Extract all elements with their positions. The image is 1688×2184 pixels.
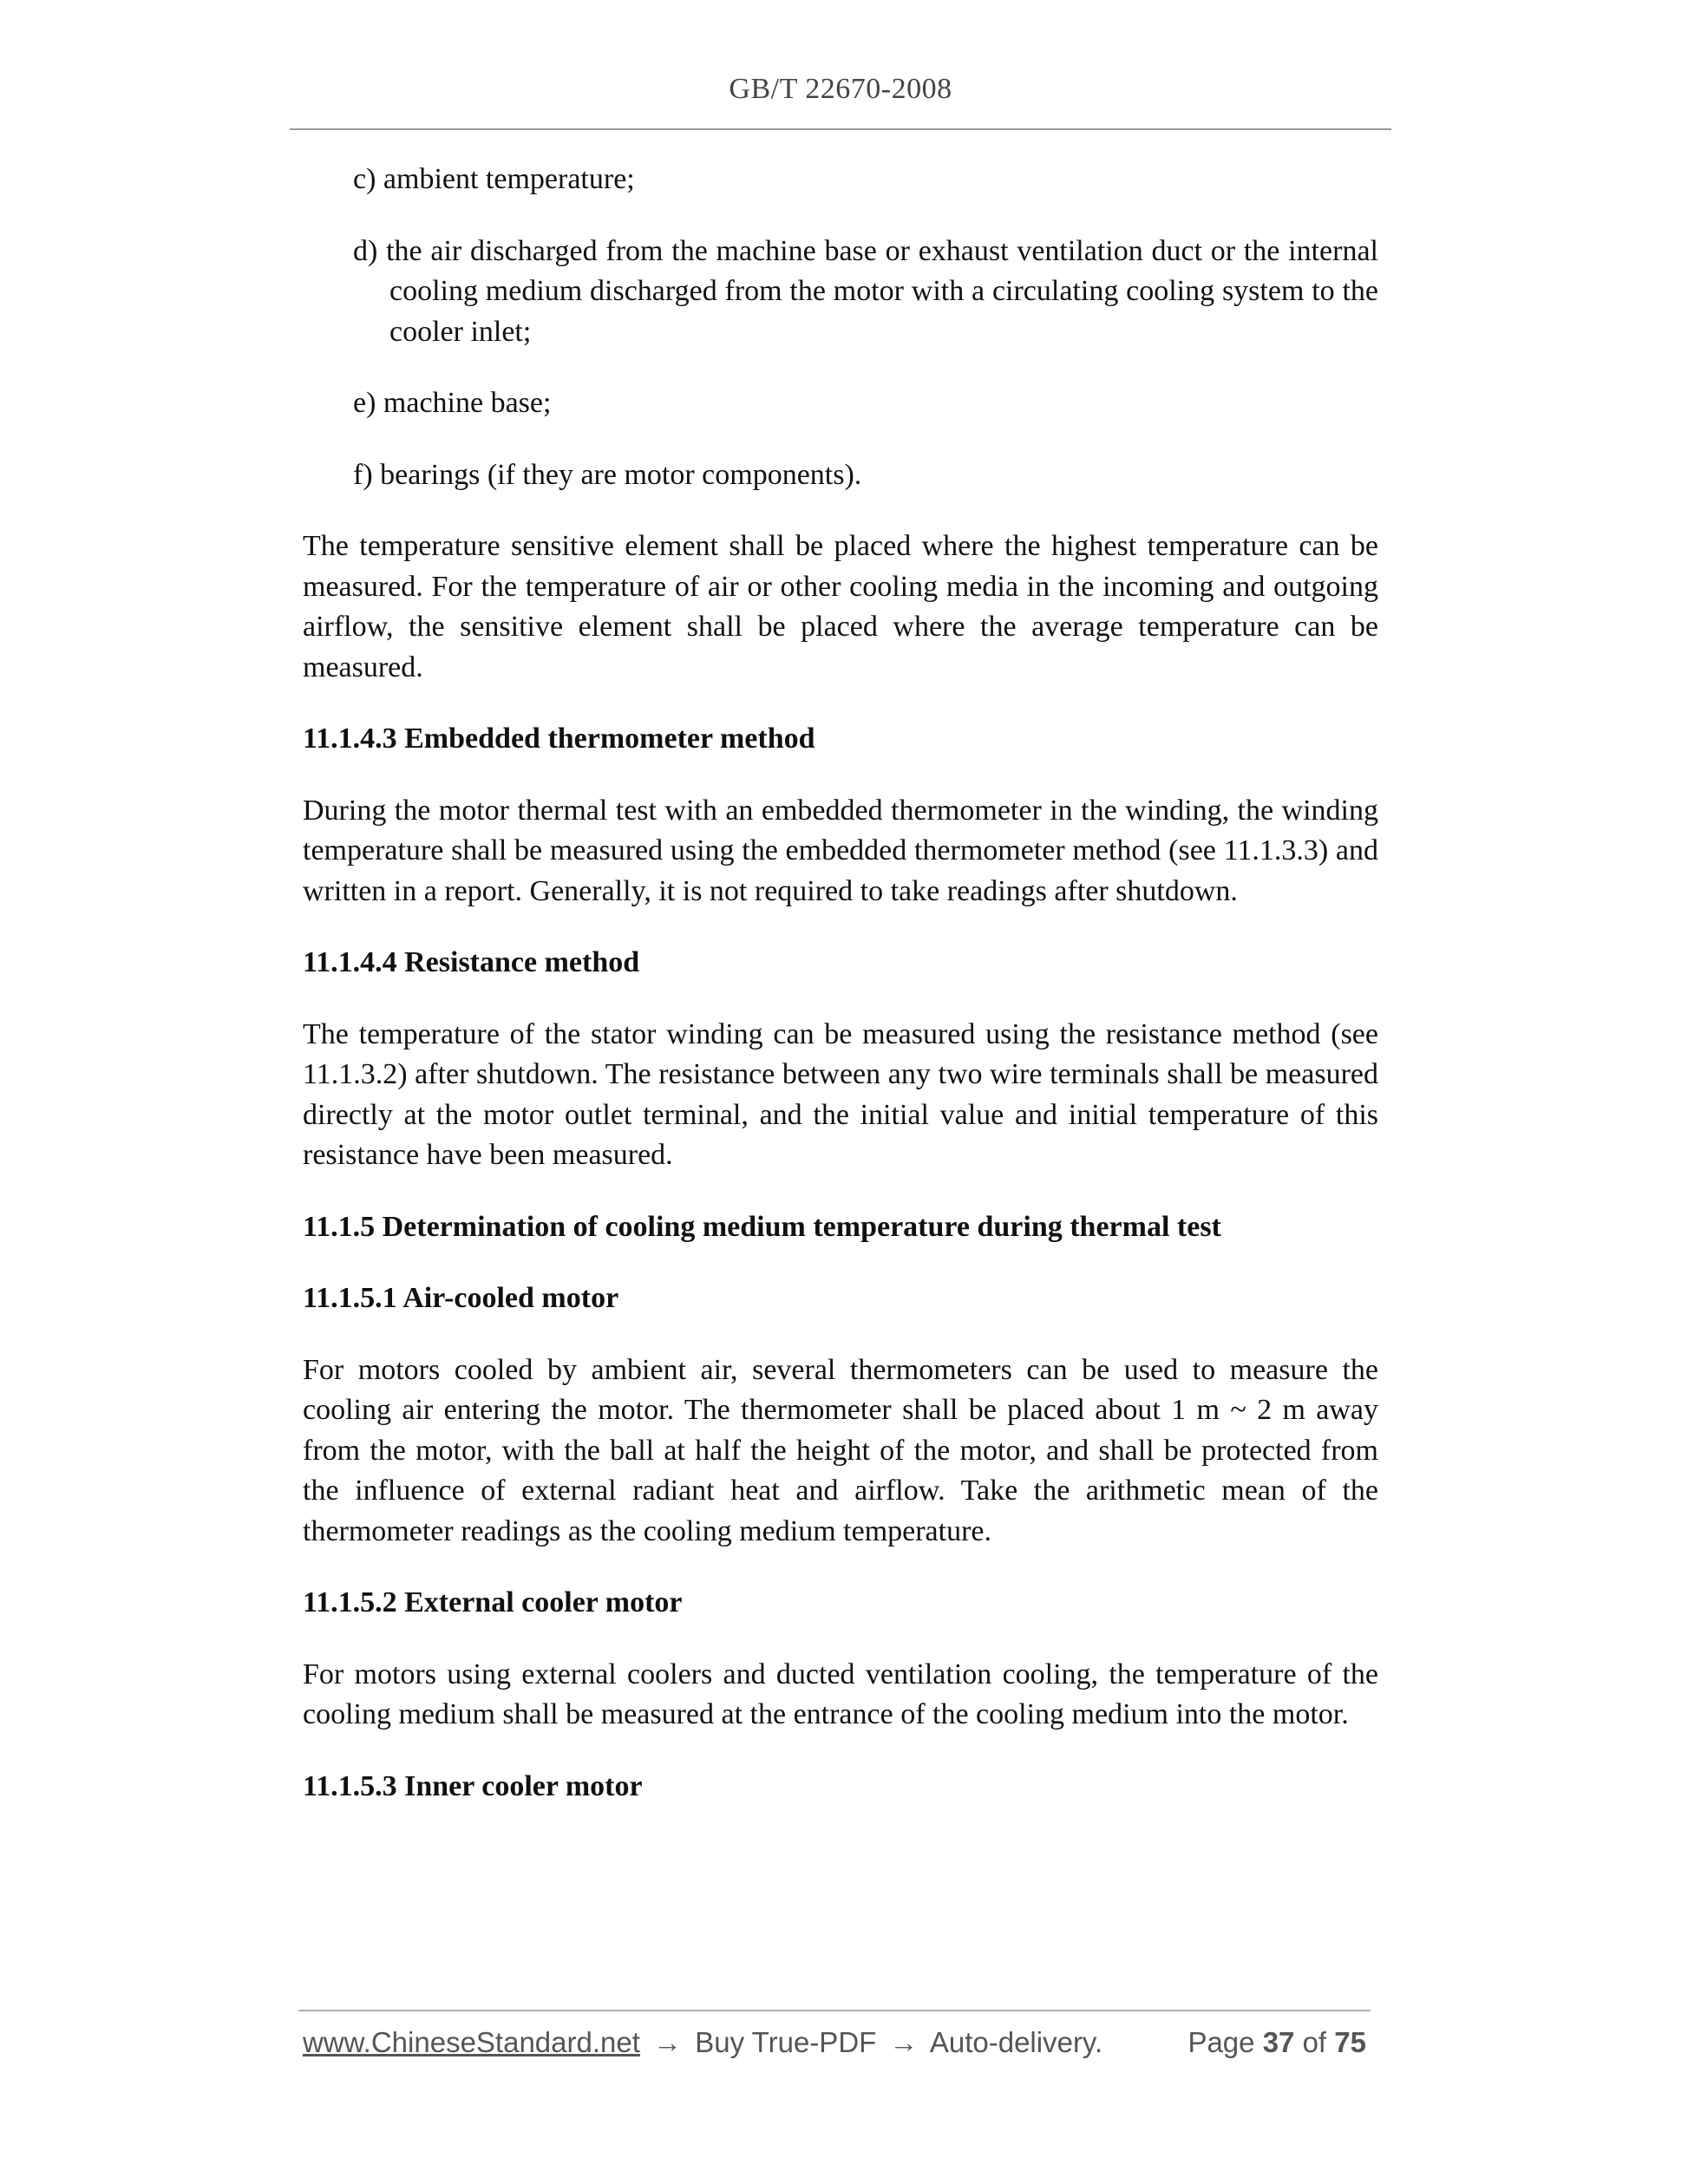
page-total-number: 75 (1334, 2026, 1366, 2058)
buy-true-pdf-text: Buy True-PDF (695, 2026, 877, 2058)
list-item-e: e) machine base; (353, 387, 552, 419)
arrow-right-icon: → (889, 2026, 919, 2058)
header-divider (290, 128, 1391, 130)
document-code-header: GB/T 22670-2008 (729, 73, 952, 105)
arrow-right-icon: → (653, 2026, 683, 2058)
page-label: Page (1187, 2026, 1255, 2058)
section-11-1-5-2-paragraph: For motors using external coolers and ducted ventilation cooling, the temperature of the cooling medium shall be measured at the entrance of the cooling medium into the motor. (303, 1658, 1378, 1730)
page-body (303, 160, 1378, 1838)
list-item-c: c) ambient temperature; (353, 163, 635, 195)
section-11-1-5-1-heading: 11.1.5.1 Air-cooled motor (303, 1282, 619, 1314)
section-11-1-4-4-heading: 11.1.4.4 Resistance method (303, 946, 640, 978)
section-11-1-4-4-paragraph: The temperature of the stator winding can be measured using the resistance method (see 11.1.3.2) after shutdown. The resistance between any two wire terminals shall be measured directly at the motor outlet terminal, and the initial value and initial temperature of this resistance have been measured. (303, 1017, 1378, 1171)
page-footer (303, 2026, 1375, 2059)
page-current-number: 37 (1262, 2026, 1295, 2058)
list-item-f: f) bearings (if they are motor components). (353, 458, 862, 491)
section-11-1-5-1-paragraph: For motors cooled by ambient air, several thermometers can be used to measure the cooling air entering the motor. The thermometer shall be placed about 1 m ~ 2 m away from the motor, with the ball at half the height of the motor, and shall be protected from the influence of external radiant heat and airflow. Take the arithmetic mean of the thermometer readings as the cooling medium temperature. (303, 1353, 1378, 1547)
page-indicator (1187, 2026, 1366, 2059)
website-link[interactable]: www.ChineseStandard.net (303, 2026, 640, 2058)
list-item-d: d) the air discharged from the machine base or exhaust ventilation duct or the internal cooling medium discharged from the motor with a circulating cooling system to the cooler inlet; (353, 234, 1378, 348)
section-11-1-4-3-paragraph: During the motor thermal test with an embedded thermometer in the winding, the winding temperature shall be measured using the embedded thermometer method (see 11.1.3.3) and written in a report. Generally, it is not required to take readings after shutdown. (303, 794, 1378, 907)
section-11-1-4-3-heading: 11.1.4.3 Embedded thermometer method (303, 723, 815, 755)
section-11-1-5-3-heading: 11.1.5.3 Inner cooler motor (303, 1769, 643, 1802)
sensitive-element-paragraph: The temperature sensitive element shall be placed where the highest temperature can be measured. For the temperature of air or other cooling media in the incoming and outgoing airflow, the sensitive element shall be placed where the average temperature can be measured. (303, 530, 1378, 683)
auto-delivery-text: Auto-delivery. (929, 2026, 1103, 2058)
page-of-label: of (1302, 2026, 1327, 2058)
footer-divider (298, 2010, 1371, 2011)
section-11-1-5-2-heading: 11.1.5.2 External cooler motor (303, 1586, 683, 1618)
section-11-1-5-heading: 11.1.5 Determination of cooling medium temperature during thermal test (303, 1210, 1221, 1243)
